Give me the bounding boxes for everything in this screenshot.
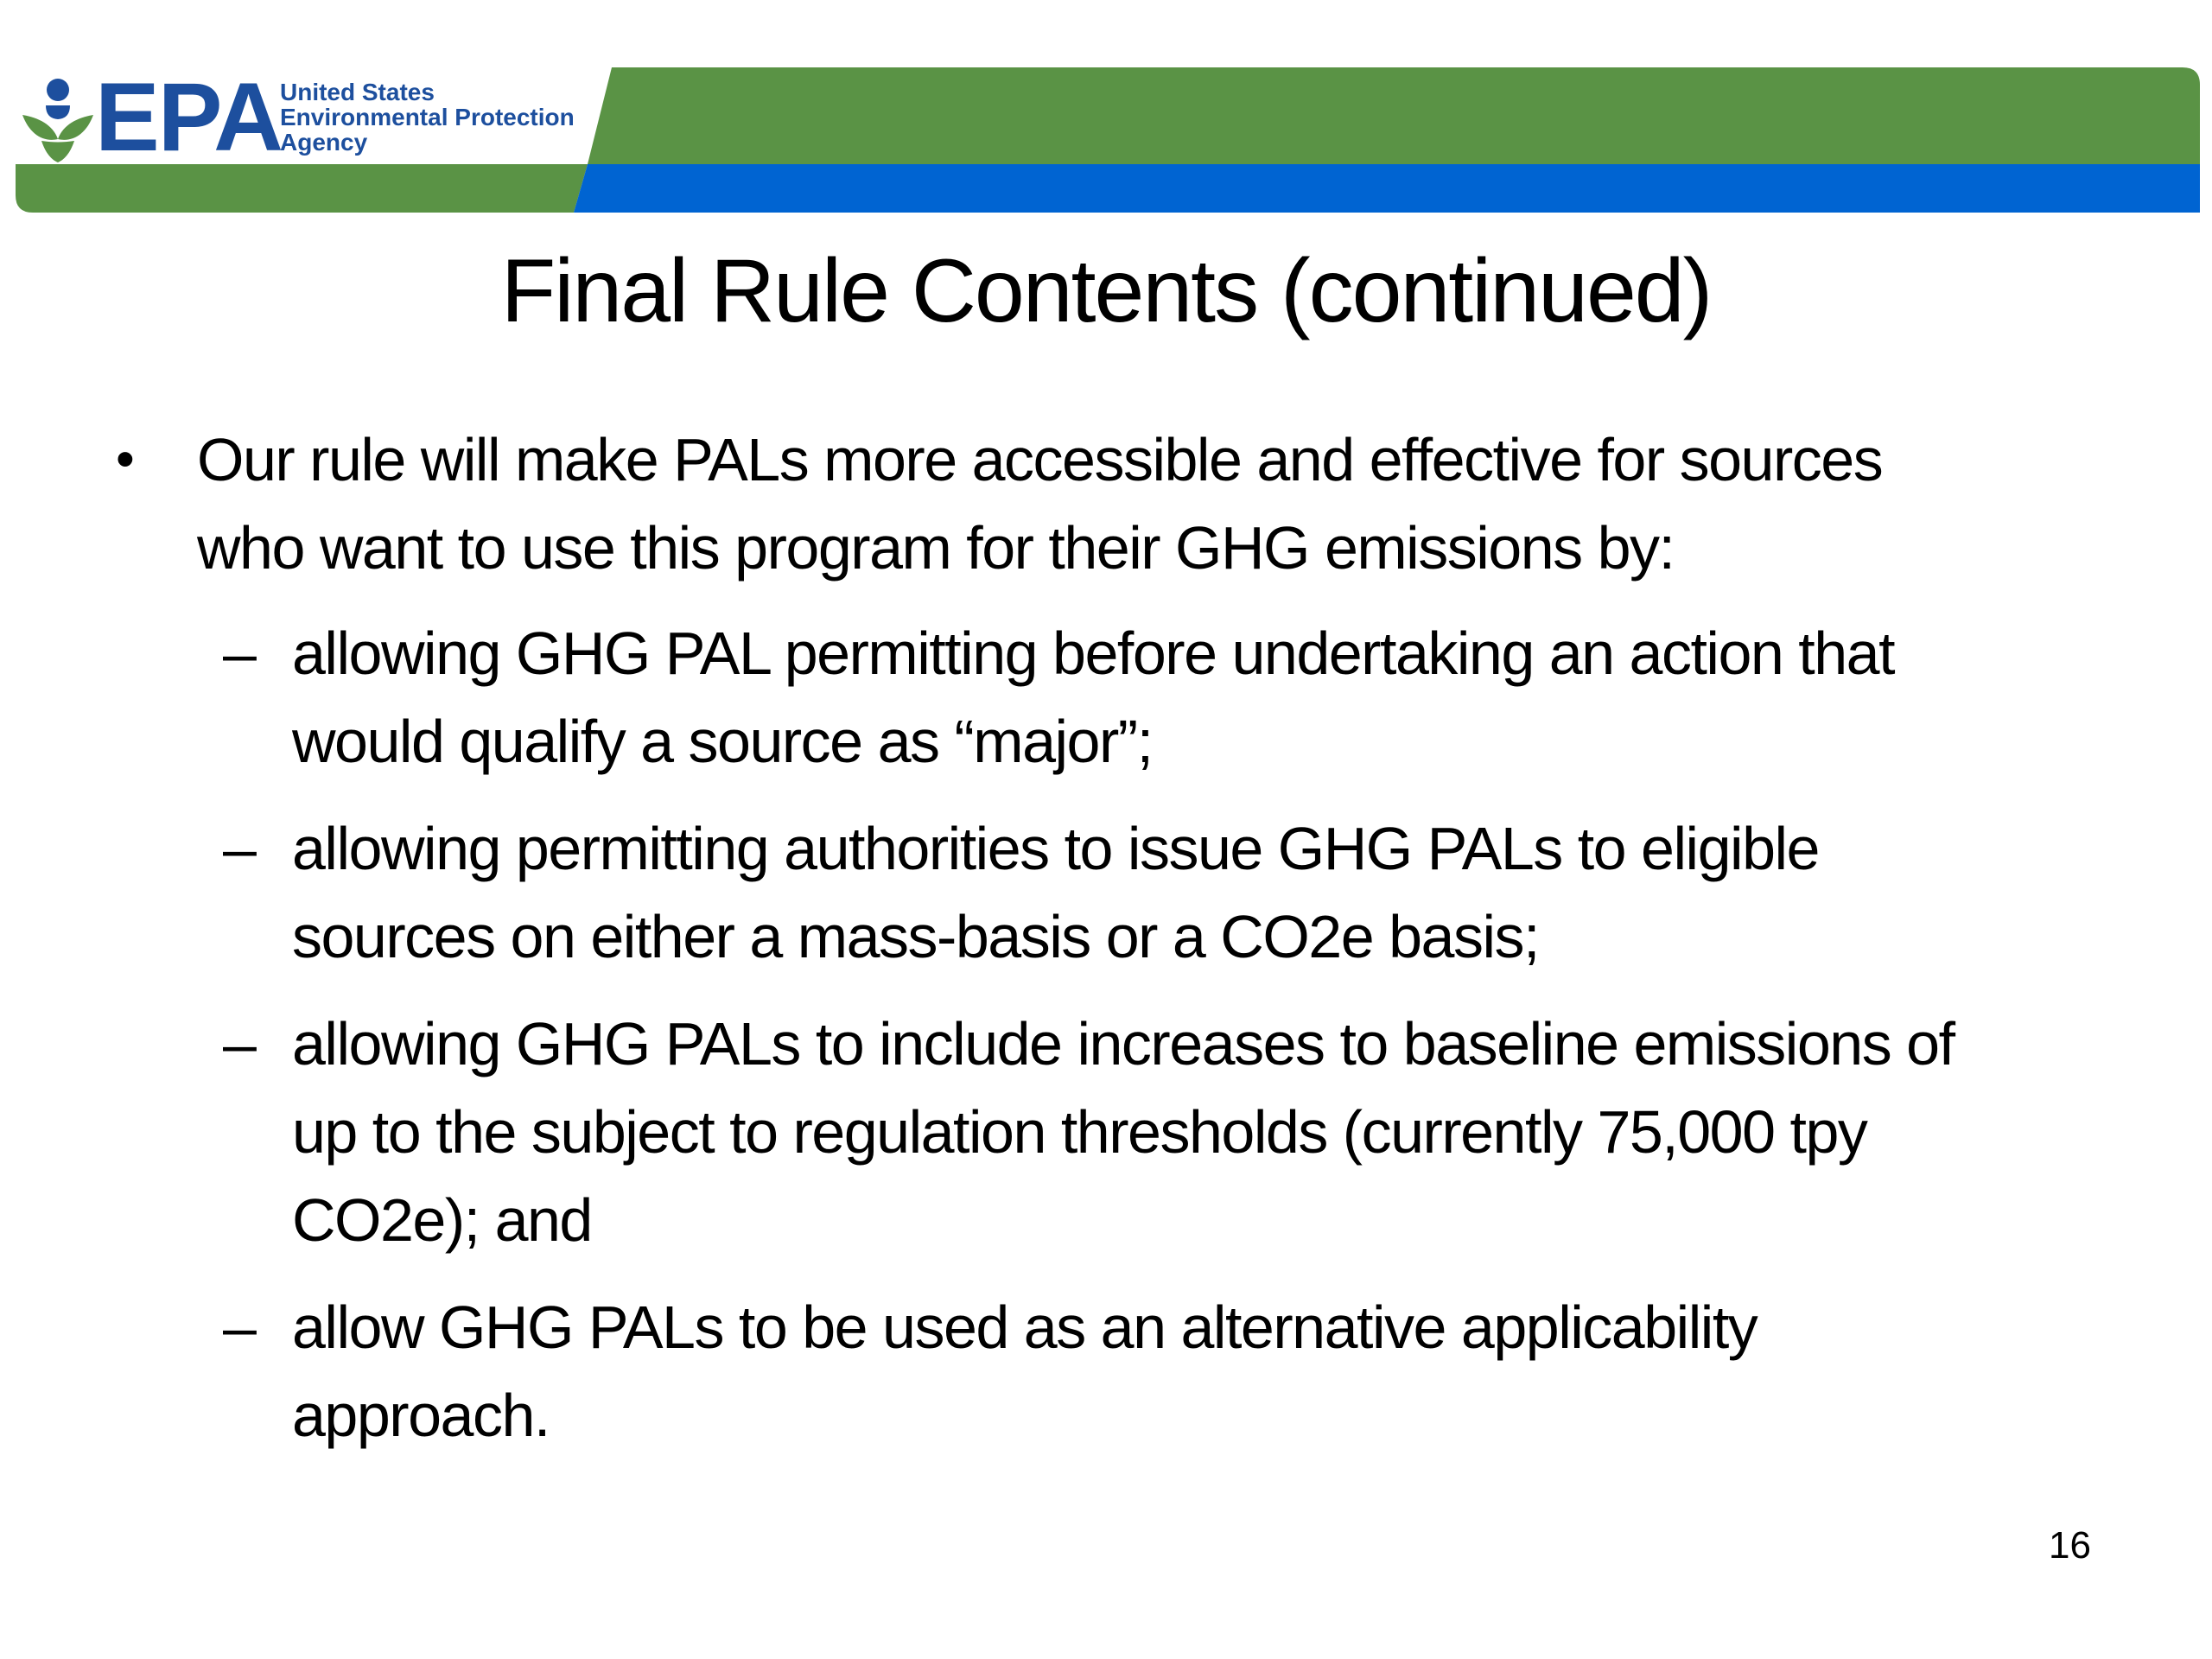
subitem-3-line-2: up to the subject to regulation thresholds (currently 75,000 tpy bbox=[292, 1098, 1867, 1166]
agency-line-2: Environmental Protection bbox=[280, 104, 575, 130]
subitem-3-marker: – bbox=[223, 1010, 257, 1077]
page-number: 16 bbox=[2049, 1524, 2091, 1567]
bullet-marker: • bbox=[116, 429, 135, 489]
subitem-4-line-2: approach. bbox=[292, 1382, 550, 1449]
subitem-2-line-2: sources on either a mass-basis or a CO2e basis; bbox=[292, 903, 1539, 970]
subitem-2-line-1: allowing permitting authorities to issue GHG PALs to eligible bbox=[292, 815, 1819, 882]
subitem-4-marker: – bbox=[223, 1294, 257, 1361]
bullet-line-1: Our rule will make PALs more accessible and effective for sources bbox=[197, 426, 1883, 493]
subitem-4-line-1: allow GHG PALs to be used as an alternative applicability bbox=[292, 1294, 1758, 1361]
subitem-1-line-1: allowing GHG PAL permitting before undertaking an action that bbox=[292, 620, 1895, 687]
subitem-2-marker: – bbox=[223, 815, 257, 882]
slide-title: Final Rule Contents (continued) bbox=[500, 241, 1712, 341]
agency-line-3: Agency bbox=[280, 129, 368, 156]
agency-line-1: United States bbox=[280, 79, 435, 105]
bullet-line-2: who want to use this program for their GHG emissions by: bbox=[197, 514, 1675, 582]
epa-wordmark: EPA bbox=[95, 63, 282, 171]
subitem-1-marker: – bbox=[223, 620, 257, 687]
subitem-3-line-1: allowing GHG PALs to include increases to baseline emissions of bbox=[292, 1010, 1955, 1077]
subitem-1-line-2: would qualify a source as “major”; bbox=[292, 708, 1153, 775]
subitem-3-line-3: CO2e); and bbox=[292, 1186, 592, 1254]
